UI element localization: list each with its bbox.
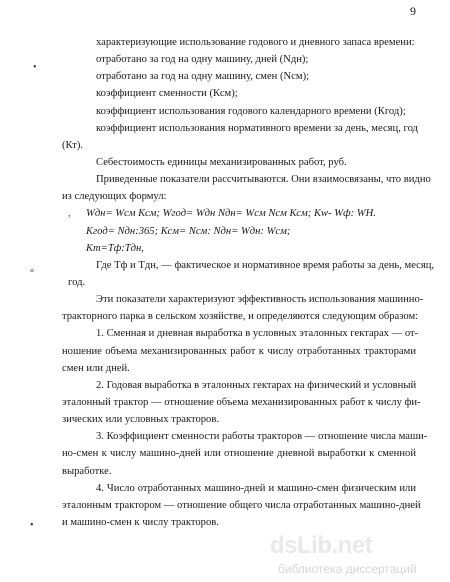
text-line: отработано за год на одну машину, смен (Nсм); bbox=[96, 71, 310, 82]
text-line: год. bbox=[68, 277, 86, 288]
text-line: Эти показатели характеризуют эффективность использования машинно- bbox=[96, 294, 424, 305]
text-line: тракторного парка в сельском хозяйстве, и определяются следующим образом: bbox=[62, 311, 419, 322]
text-line: ношение объема механизированных работ к числу отработанных тракторами bbox=[62, 346, 416, 357]
formula-line: Wдн= Wсм Ксм; Wгод= Wдн Nдн= Wсм Nсм Ксм; Kw- Wф: WН. bbox=[86, 208, 376, 219]
margin-mark: • bbox=[30, 520, 34, 531]
text-line: 2. Годовая выработка в эталонных гектарах на физический и условный bbox=[96, 380, 417, 391]
text-line: эталонным трактором — отношение общего числа отработанных машино-дней bbox=[62, 500, 421, 511]
margin-mark: • bbox=[33, 62, 37, 73]
text-line: отработано за год на одну машину, дней (Nдн); bbox=[96, 54, 309, 65]
text-line: коэффициент использования годового календарного времени (Кгод); bbox=[96, 106, 406, 117]
text-line: (Кт). bbox=[62, 140, 83, 151]
formula-line: Кт=Тф:Тдн, bbox=[86, 243, 144, 254]
text-line: 1. Сменная и дневная выработка в условных эталонных гектарах — от- bbox=[96, 328, 419, 339]
formula-line: Кгод= Nдн:365; Ксм= Nсм: Nдн= Wдн: Wсм; bbox=[86, 226, 291, 237]
watermark bbox=[270, 532, 440, 578]
text-line: 3. Коэффициент сменности работы тракторов — отношение числа маши- bbox=[96, 431, 428, 442]
text-line: 4. Число отработанных машино-дней и машино-смен физическим или bbox=[96, 483, 416, 494]
page-number: 9 bbox=[410, 4, 416, 18]
text-line: из следующих формул: bbox=[62, 191, 167, 202]
text-line: коэффициент использования нормативного времени за день, месяц, год bbox=[96, 123, 418, 134]
text-line: но-смен к числу машино-дней или отношение дневной выработки к сменной bbox=[62, 448, 416, 459]
text-line: и машино-смен к числу тракторов. bbox=[62, 517, 219, 528]
text-line: Приведенные показатели рассчитываются. Они взаимосвязаны, что видно bbox=[96, 174, 431, 185]
text-line: характеризующие использование годового и дневного запаса времени: bbox=[96, 37, 415, 48]
text-line: смен или дней. bbox=[62, 363, 130, 374]
margin-mark: ° bbox=[30, 268, 34, 279]
text-line: Где Тф и Тдн, — фактическое и нормативное время работы за день, месяц, bbox=[96, 260, 435, 271]
text-line: Себестоимость единицы механизированных работ, руб. bbox=[96, 157, 347, 168]
watermark-subtitle: библиотека диссертаций bbox=[278, 562, 417, 576]
text-line: эталонный трактор — отношение объема механизированных работ к числу фи- bbox=[62, 397, 421, 408]
text-line: выработке. bbox=[62, 466, 112, 477]
margin-mark: , bbox=[68, 208, 71, 219]
watermark-logo: dsLib.net bbox=[270, 532, 373, 559]
text-line: зических или условных тракторов. bbox=[62, 414, 219, 425]
text-line: коэффициент сменности (Ксм); bbox=[96, 88, 238, 99]
